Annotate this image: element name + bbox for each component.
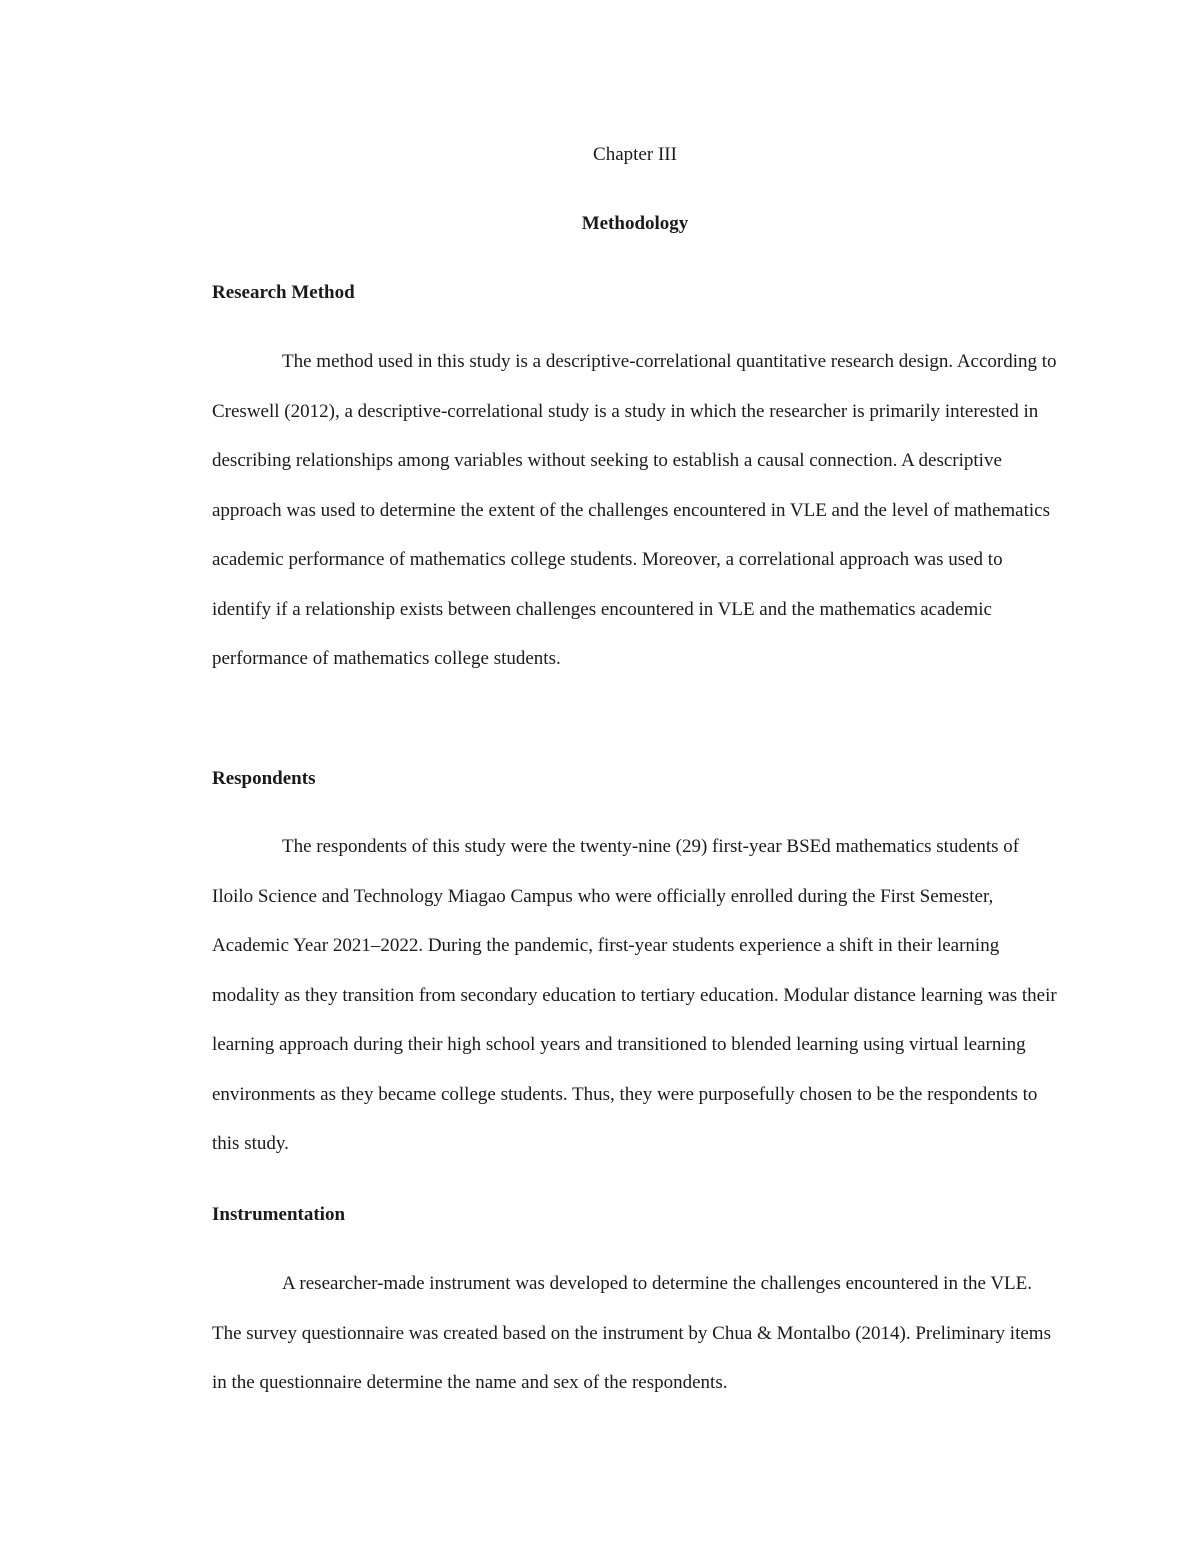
section-paragraph-instrumentation: A researcher-made instrument was developed to determine the challenges encountered in the VLE. The survey questionnaire was created based on the instrument by Chua & Montalbo (2014). Preliminary items in the questionnaire determine the name and sex of the respondents. <box>212 1273 1051 1393</box>
section-paragraph-respondents: The respondents of this study were the twenty-nine (29) first-year BSEd mathematics students of Iloilo Science and Technology Miagao Campus who were officially enrolled during the First Semester, Academic Year 2021–2022. During the pandemic, first-year students experience a shift in their learning modality as they transition from secondary education to tertiary education. Modular distance learning was their learning approach during their high school years and transitioned to blended learning using virtual learning environments as they became college students. Thus, they were purposefully chosen to be the respondents to this study. <box>212 836 1057 1154</box>
section-heading-respondents: Respondents <box>212 768 316 789</box>
section-heading-instrumentation: Instrumentation <box>212 1204 346 1225</box>
chapter-label: Chapter III <box>593 144 677 165</box>
section-paragraph-research-method: The method used in this study is a descriptive-correlational quantitative research design. According to Creswell (2012), a descriptive-correlational study is a study in which the researcher is primarily interested in describing relationships among variables without seeking to establish a causal connection. A descriptive approach was used to determine the extent of the challenges encountered in VLE and the level of mathematics academic performance of mathematics college students. Moreover, a correlational approach was used to identify if a relationship exists between challenges encountered in VLE and the mathematics academic performance of mathematics college students. <box>212 351 1057 669</box>
page-title: Methodology <box>581 213 689 234</box>
section-heading-research-method: Research Method <box>212 282 355 303</box>
